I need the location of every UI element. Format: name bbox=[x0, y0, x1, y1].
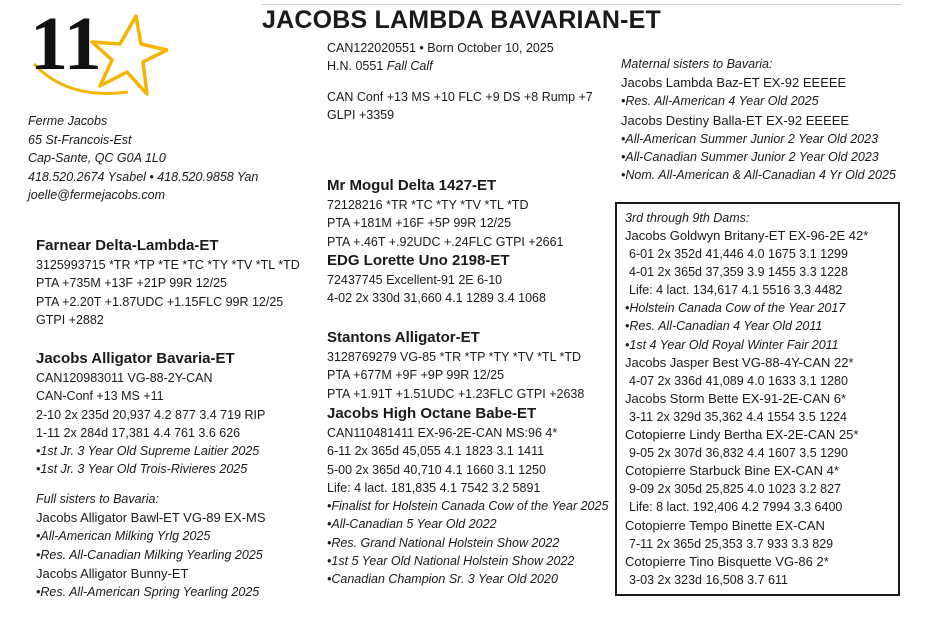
contact-farm: Ferme Jacobs bbox=[28, 114, 108, 128]
dams-line-15: Life: 8 lact. 192,406 4.2 7994 3.3 6400 bbox=[629, 500, 843, 515]
maternal-sister-line-5: •Nom. All-American & All-Canadian 4 Yr Old 2025 bbox=[621, 168, 896, 183]
dams-line-5: •Res. All-Canadian 4 Year Old 2011 bbox=[625, 319, 823, 334]
full-sister-line-2: •Res. All-Canadian Milking Yearling 2025 bbox=[36, 547, 263, 562]
fall-calf: Fall Calf bbox=[386, 59, 433, 74]
dams-line-8: 4-07 2x 336d 41,089 4.0 1633 3.1 1280 bbox=[629, 373, 848, 388]
dams-line-9: Jacobs Storm Bette EX-91-2E-CAN 6* bbox=[625, 390, 847, 406]
dam-dam-reg: CAN110481411 EX-96-2E-CAN MS:96 4* bbox=[327, 426, 558, 440]
dam-conf: CAN-Conf +13 MS +11 bbox=[36, 389, 164, 404]
full-sister-line-4: •Res. All-American Spring Yearling 2025 bbox=[36, 584, 260, 599]
dam-dam-block bbox=[327, 404, 608, 589]
contact-phones: 418.520.2674 Ysabel • 418.520.9858 Yan bbox=[28, 169, 259, 184]
sire-dam-record: 4-02 2x 330d 31,660 4.1 1289 3.4 1068 bbox=[327, 291, 546, 306]
full-sister-line-3: Jacobs Alligator Bunny-ET bbox=[36, 565, 189, 581]
dam-dam-award4: •1st 5 Year Old National Holstein Show 2022 bbox=[327, 554, 575, 569]
sire-pta1: PTA +735M +13F +21P 99R 12/25 bbox=[36, 276, 227, 291]
dams-line-0: Jacobs Goldwyn Britany-ET EX-96-2E 42* bbox=[625, 228, 869, 243]
dam-sire-pta1: PTA +677M +9F +9P 99R 12/25 bbox=[327, 368, 505, 383]
sire-sire-name: Mr Mogul Delta 1427-ET bbox=[327, 177, 497, 194]
sire-dam-block bbox=[327, 251, 546, 308]
dam-award1: •1st Jr. 3 Year Old Supreme Laitier 2025 bbox=[36, 444, 260, 459]
dams-line-19: 3-03 2x 323d 16,508 3.7 611 bbox=[629, 572, 788, 587]
dam-dam-award5: •Canadian Champion Sr. 3 Year Old 2020 bbox=[327, 572, 558, 587]
dams-line-4: •Holstein Canada Cow of the Year 2017 bbox=[625, 301, 846, 316]
maternal-sisters-heading: Maternal sisters to Bavaria: bbox=[621, 57, 773, 71]
dam-dam-record1: 6-11 2x 365d 45,055 4.1 1823 3.1 1411 bbox=[327, 444, 545, 459]
dam-sire-name: Stantons Alligator-ET bbox=[327, 329, 480, 346]
sire-dam-name: EDG Lorette Uno 2198-ET bbox=[327, 252, 510, 269]
sire-reg: 3125993715 *TR *TP *TE *TC *TY *TV *TL *TD bbox=[36, 258, 300, 272]
dams-line-18: Cotopierre Tino Bisquette VG-86 2* bbox=[625, 553, 829, 569]
dam-award2: •1st Jr. 3 Year Old Trois-Rivieres 2025 bbox=[36, 462, 248, 477]
contact-email[interactable]: joelle@fermejacobs.com bbox=[28, 188, 166, 202]
dams-line-7: Jacobs Jasper Best VG-88-4Y-CAN 22* bbox=[625, 354, 854, 370]
dam-dam-award2: •All-Canadian 5 Year Old 2022 bbox=[327, 517, 497, 532]
page-title: JACOBS LAMBDA BAVARIAN-ET bbox=[262, 6, 661, 34]
dams-line-17: 7-11 2x 365d 25,353 3.7 933 3.3 829 bbox=[629, 536, 834, 551]
dam-reg: CAN120983011 VG-88-2Y-CAN bbox=[36, 371, 213, 385]
sire-gtpi: GTPI +2882 bbox=[36, 312, 104, 327]
dams-line-16: Cotopierre Tempo Binette EX-CAN bbox=[625, 517, 825, 533]
maternal-sister-line-0: Jacobs Lambda Baz-ET EX-92 EEEEE bbox=[621, 75, 847, 91]
lot-number: 11 bbox=[30, 2, 102, 86]
header-rule bbox=[262, 4, 902, 5]
dam-block bbox=[36, 349, 265, 479]
animal-info bbox=[327, 39, 593, 124]
sire-name: Farnear Delta-Lambda-ET bbox=[36, 237, 219, 254]
dams-line-6: •1st 4 Year Old Royal Winter Fair 2011 bbox=[625, 337, 839, 352]
dams-line-12: 9-05 2x 307d 36,832 4.4 1607 3.5 1290 bbox=[629, 446, 848, 461]
sire-pta2: PTA +2.20T +1.87UDC +1.15FLC 99R 12/25 bbox=[36, 294, 284, 309]
dam-dam-award3: •Res. Grand National Holstein Show 2022 bbox=[327, 535, 560, 550]
hn-number: H.N. 0551 bbox=[327, 59, 384, 74]
dams-line-10: 3-11 2x 329d 35,362 4.4 1554 3.5 1224 bbox=[629, 409, 848, 424]
lot-badge bbox=[28, 2, 168, 110]
dam-sire-reg: 3128769279 VG-85 *TR *TP *TY *TV *TL *TD bbox=[327, 350, 582, 364]
gpi-line: GLPI +3359 bbox=[327, 107, 395, 122]
dam-record2: 1-11 2x 284d 17,381 4.4 761 3.6 626 bbox=[36, 425, 241, 440]
dams-line-3: Life: 4 lact. 134,617 4.1 5516 3.3 4482 bbox=[629, 283, 843, 298]
sire-dam-reg: 72437745 Excellent-91 2E 6-10 bbox=[327, 273, 503, 287]
maternal-sisters bbox=[621, 55, 896, 184]
contact-street: 65 St-Francois-Est bbox=[28, 132, 132, 147]
dam-dam-life: Life: 4 lact. 181,835 4.1 7542 3.2 5891 bbox=[327, 480, 541, 495]
sire-sire-pta2: PTA +.46T +.92UDC +.24FLC GTPI +2661 bbox=[327, 234, 564, 249]
dams-line-2: 4-01 2x 365d 37,359 3.9 1455 3.3 1228 bbox=[629, 265, 848, 280]
maternal-sister-line-4: •All-Canadian Summer Junior 2 Year Old 2023 bbox=[621, 149, 879, 164]
dam-record1: 2-10 2x 235d 20,937 4.2 877 3.4 719 RIP bbox=[36, 407, 266, 422]
dam-sire-pta2: PTA +1.91T +1.51UDC +1.23FLC GTPI +2638 bbox=[327, 386, 585, 401]
contact-block bbox=[28, 112, 258, 205]
sire-block bbox=[36, 236, 300, 329]
dams-line-1: 6-01 2x 352d 41,446 4.0 1675 3.1 1299 bbox=[629, 247, 848, 262]
hn-line bbox=[327, 57, 593, 75]
dam-dam-award1: •Finalist for Holstein Canada Cow of the Year 2025 bbox=[327, 499, 609, 514]
contact-city: Cap-Sante, QC G0A 1L0 bbox=[28, 151, 166, 165]
sire-sire-reg: 72128216 *TR *TC *TY *TV *TL *TD bbox=[327, 198, 529, 212]
dams-line-13: Cotopierre Starbuck Bine EX-CAN 4* bbox=[625, 463, 839, 479]
dams-content bbox=[625, 210, 868, 589]
sire-sire-pta1: PTA +181M +16F +5P 99R 12/25 bbox=[327, 216, 512, 231]
full-sisters-heading: Full sisters to Bavaria: bbox=[36, 492, 159, 506]
dam-dam-record2: 5-00 2x 365d 40,710 4.1 1660 3.1 1250 bbox=[327, 462, 546, 477]
dams-box bbox=[615, 202, 900, 596]
dam-sire-block bbox=[327, 328, 584, 403]
maternal-sister-line-2: Jacobs Destiny Balla-ET EX-92 EEEEE bbox=[621, 112, 850, 128]
conf-line: CAN Conf +13 MS +10 FLC +9 DS +8 Rump +7 bbox=[327, 89, 593, 104]
dam-dam-name: Jacobs High Octane Babe-ET bbox=[327, 405, 537, 422]
full-sister-line-1: •All-American Milking Yrlg 2025 bbox=[36, 529, 211, 544]
dams-heading: 3rd through 9th Dams: bbox=[625, 211, 750, 225]
dams-line-14: 9-09 2x 305d 25,825 4.0 1023 3.2 827 bbox=[629, 482, 841, 497]
id-line: CAN122020551 • Born October 10, 2025 bbox=[327, 41, 554, 55]
full-sister-line-0: Jacobs Alligator Bawl-ET VG-89 EX-MS bbox=[36, 510, 266, 526]
maternal-sister-line-1: •Res. All-American 4 Year Old 2025 bbox=[621, 94, 819, 109]
full-sisters bbox=[36, 490, 266, 601]
sire-sire-block bbox=[327, 176, 563, 251]
dams-line-11: Cotopierre Lindy Bertha EX-2E-CAN 25* bbox=[625, 427, 859, 443]
dam-name: Jacobs Alligator Bavaria-ET bbox=[36, 350, 235, 367]
maternal-sister-line-3: •All-American Summer Junior 2 Year Old 2023 bbox=[621, 131, 879, 146]
